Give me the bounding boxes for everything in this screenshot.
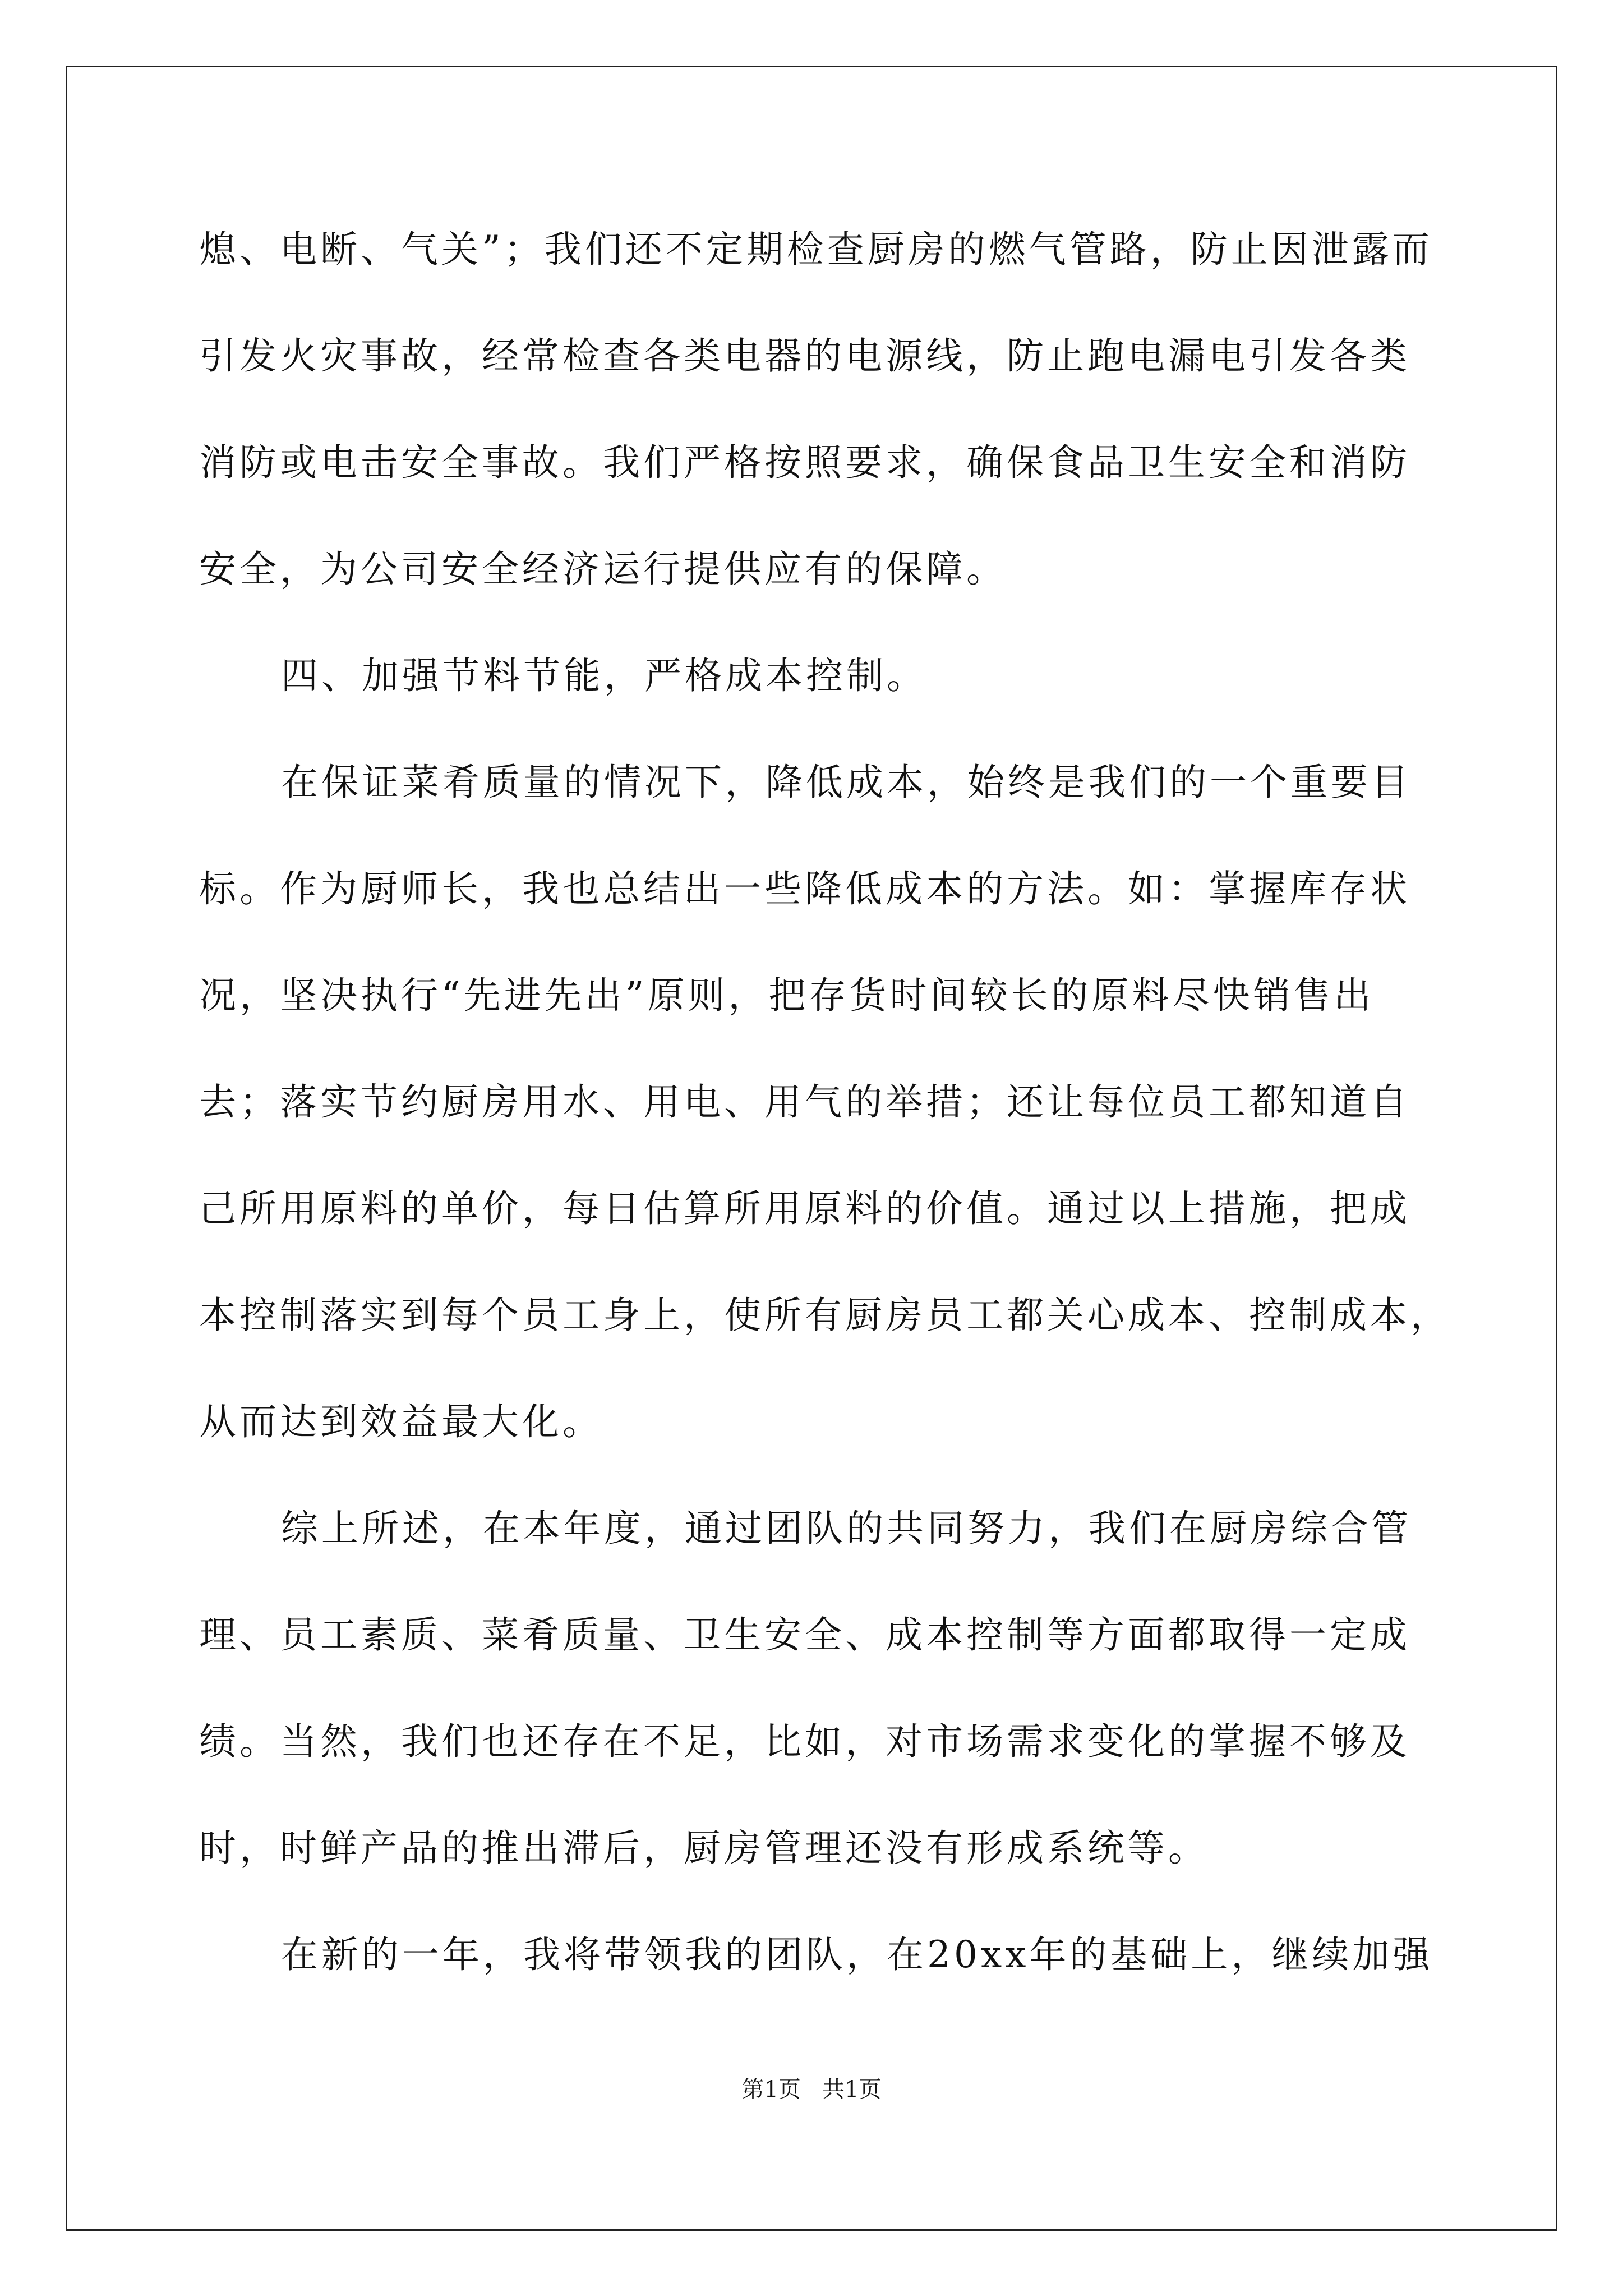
paragraph-start: 综上所述，在本年度，通过团队的共同努力，我们在厨房综合管 <box>281 1507 1412 1550</box>
text-line: 理、员工素质、菜肴质量、卫生安全、成本控制等方面都取得一定成 <box>199 1613 1410 1657</box>
document-body <box>199 216 1451 2028</box>
text-line: 去；落实节约厨房用水、用电、用气的举措；还让每位员工都知道自 <box>199 1080 1410 1124</box>
text-line: 引发火灾事故，经常检查各类电器的电源线，防止跑电漏电引发各类 <box>199 334 1410 378</box>
text-line: 消防或电击安全事故。我们严格按照要求，确保食品卫生安全和消防 <box>199 441 1410 484</box>
text-line: 况，坚决执行“先进先出”原则，把存货时间较长的原料尽快销售出 <box>199 974 1375 1017</box>
text-line: 时，时鲜产品的推出滞后，厨房管理还没有形成系统等。 <box>199 1826 1209 1870</box>
text-line: 绩。当然，我们也还存在不足，比如，对市场需求变化的掌握不够及 <box>199 1720 1410 1763</box>
text-line: 本控制落实到每个员工身上，使所有厨房员工都关心成本、控制成本， <box>199 1294 1451 1337</box>
text-line: 安全，为公司安全经济运行提供应有的保障。 <box>199 547 1007 591</box>
section-heading: 四、加强节料节能，严格成本控制。 <box>281 654 927 697</box>
text-line: 己所用原料的单价，每日估算所用原料的价值。通过以上措施，把成 <box>199 1187 1410 1230</box>
text-line: 标。作为厨师长，我也总结出一些降低成本的方法。如：掌握库存状 <box>199 867 1410 910</box>
text-line: 熄、电断、气关”；我们还不定期检查厨房的燃气管路，防止因泄露而 <box>199 228 1433 271</box>
page-footer: 第1页 共1页 <box>741 2077 882 2102</box>
text-line: 从而达到效益最大化。 <box>199 1400 603 1443</box>
paragraph-start: 在保证菜肴质量的情况下，降低成本，始终是我们的一个重要目 <box>281 761 1412 804</box>
paragraph-start: 在新的一年，我将带领我的团队，在20xx年的基础上，继续加强 <box>281 1933 1433 1976</box>
